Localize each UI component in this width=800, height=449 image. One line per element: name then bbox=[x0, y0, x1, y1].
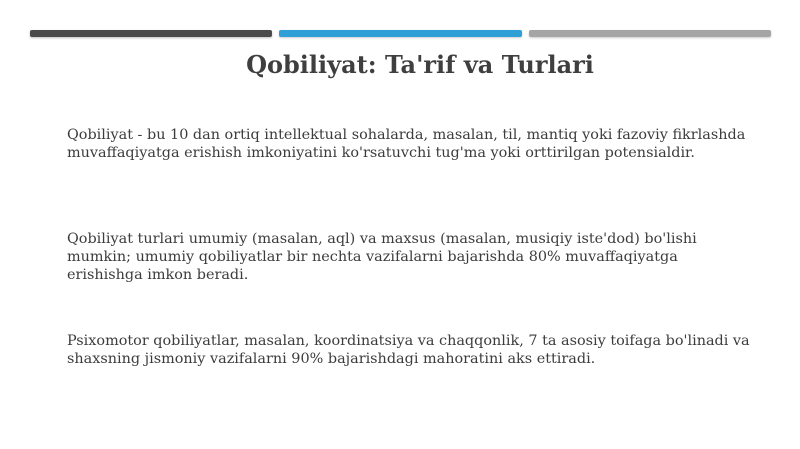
header-bar-dark bbox=[30, 30, 272, 37]
header-bar-blue bbox=[279, 30, 522, 37]
paragraph-definition: Qobiliyat - bu 10 dan ortiq intellektual sohalarda, masalan, til, mantiq yoki fazoviy fikrlashda muvaffaqiyatga erishish imkoniyatini ko'rsatuvchi tug'ma yoki orttirilgan potensialdir. bbox=[67, 127, 746, 161]
slide-title: Qobiliyat: Ta'rif va Turlari bbox=[246, 50, 594, 79]
paragraph-psychomotor: Psixomotor qobiliyatlar, masalan, koordinatsiya va chaqqonlik, 7 ta asosiy toifaga bo'linadi va shaxsning jismoniy vazifalarni 90% bajarishdagi mahoratini aks ettiradi. bbox=[67, 333, 750, 367]
header-bar-gray bbox=[529, 30, 771, 37]
paragraph-types: Qobiliyat turlari umumiy (masalan, aql) va maxsus (masalan, musiqiy iste'dod) bo'lishi mumkin; umumiy qobiliyatlar bir nechta vazifalarni bajarishda 80% muvaffaqiyatga erishishga imkon beradi. bbox=[67, 231, 697, 283]
